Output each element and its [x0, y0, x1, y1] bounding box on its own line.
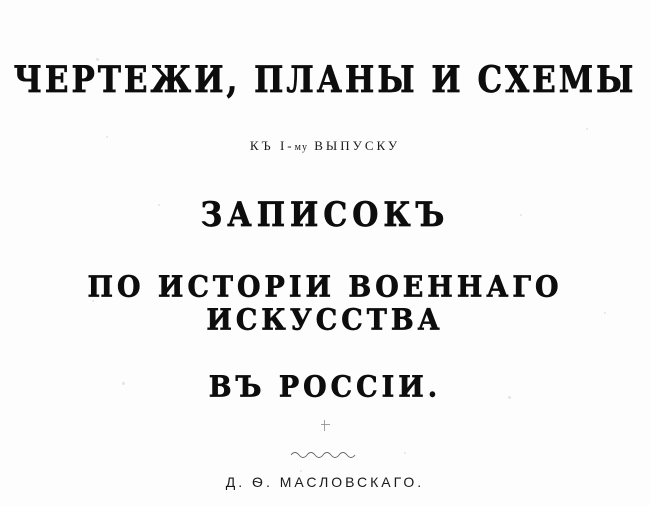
document-region-line: ВЪ РОССІИ. [208, 371, 442, 404]
center-registration-mark-cap [321, 424, 330, 425]
center-registration-mark [324, 420, 325, 431]
subtitle-prefix: КЪ I- [249, 138, 295, 153]
title-block [0, 60, 650, 490]
ornament-wave-divider-icon [290, 446, 360, 456]
document-series-title: ЗАПИСОКЪ [200, 196, 450, 236]
document-subtitle [0, 138, 650, 154]
subtitle-suffix: ВЫПУСКУ [307, 138, 401, 153]
document-main-title: ЧЕРТЕЖИ, ПЛАНЫ И СХЕМЫ [13, 58, 637, 102]
subtitle-superscript: му [294, 142, 308, 153]
document-author: Д. Ѳ. МАСЛОВСКАГО. [225, 474, 425, 490]
document-subject-line: ПО ИСТОРІИ ВОЕННАГО ИСКУССТВА [87, 271, 563, 337]
